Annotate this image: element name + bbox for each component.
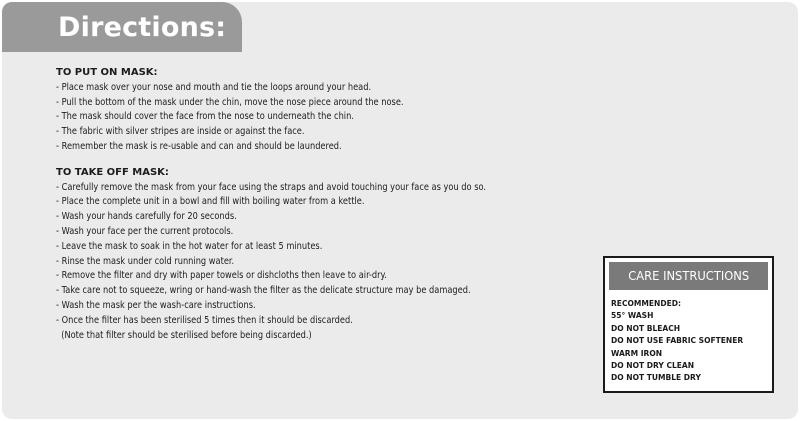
put-on-step: - Remember the mask is re-usable and can and should be laundered. <box>56 140 342 152</box>
page-title: Directions: <box>58 12 227 43</box>
take-off-step: - Remove the filter and dry with paper towels or dishcloths then leave to air-dry. <box>56 270 387 282</box>
put-on-step: - The fabric with silver stripes are inside or against the face. <box>56 126 305 138</box>
take-off-step: - Place the complete unit in a bowl and fill with boiling water from a kettle. <box>56 196 365 208</box>
care-instructions-box <box>603 256 774 393</box>
put-on-section <box>56 66 586 155</box>
care-item: 55° WASH <box>611 310 654 321</box>
care-item: DO NOT TUMBLE DRY <box>611 372 701 383</box>
take-off-step: - Leave the mask to soak in the hot water for at least 5 minutes. <box>56 240 323 252</box>
take-off-note: (Note that filter should be sterilised before being discarded.) <box>56 329 312 341</box>
take-off-title: TO TAKE OFF MASK: <box>56 166 169 178</box>
care-item: DO NOT BLEACH <box>611 322 681 333</box>
care-item: DO NOT DRY CLEAN <box>611 360 695 371</box>
directions-header <box>2 2 242 52</box>
care-item: WARM IRON <box>611 347 663 358</box>
take-off-section <box>56 166 586 344</box>
care-item: RECOMMENDED: <box>611 298 681 308</box>
put-on-steps <box>56 81 586 155</box>
care-instructions-list <box>611 297 755 384</box>
put-on-step: - The mask should cover the face from the nose to underneath the chin. <box>56 111 354 123</box>
put-on-title: TO PUT ON MASK: <box>56 67 158 78</box>
take-off-step: - Take care not to squeeze, wring or hand-wash the filter as the delicate structure may be damaged. <box>56 285 471 297</box>
put-on-step: - Place mask over your nose and mouth and tie the loops around your head. <box>56 81 372 93</box>
take-off-step: - Wash your face per the current protocols. <box>56 225 234 237</box>
take-off-steps <box>56 181 586 344</box>
take-off-step: - Once the filter has been sterilised 5 times then it should be discarded. <box>56 314 353 326</box>
care-item: DO NOT USE FABRIC SOFTENER <box>611 335 744 346</box>
care-instructions-title <box>609 262 768 290</box>
take-off-step: - Rinse the mask under cold running water. <box>56 255 235 267</box>
take-off-step: - Wash the mask per the wash-care instructions. <box>56 299 256 311</box>
take-off-step: - Wash your hands carefully for 20 seconds. <box>56 211 237 223</box>
directions-content <box>56 66 586 343</box>
put-on-step: - Pull the bottom of the mask under the chin, move the nose piece around the nose. <box>56 96 404 108</box>
care-instructions-title-text: CARE INSTRUCTIONS <box>628 268 749 283</box>
take-off-step: - Carefully remove the mask from your face using the straps and avoid touching your face as you do so. <box>56 181 487 193</box>
